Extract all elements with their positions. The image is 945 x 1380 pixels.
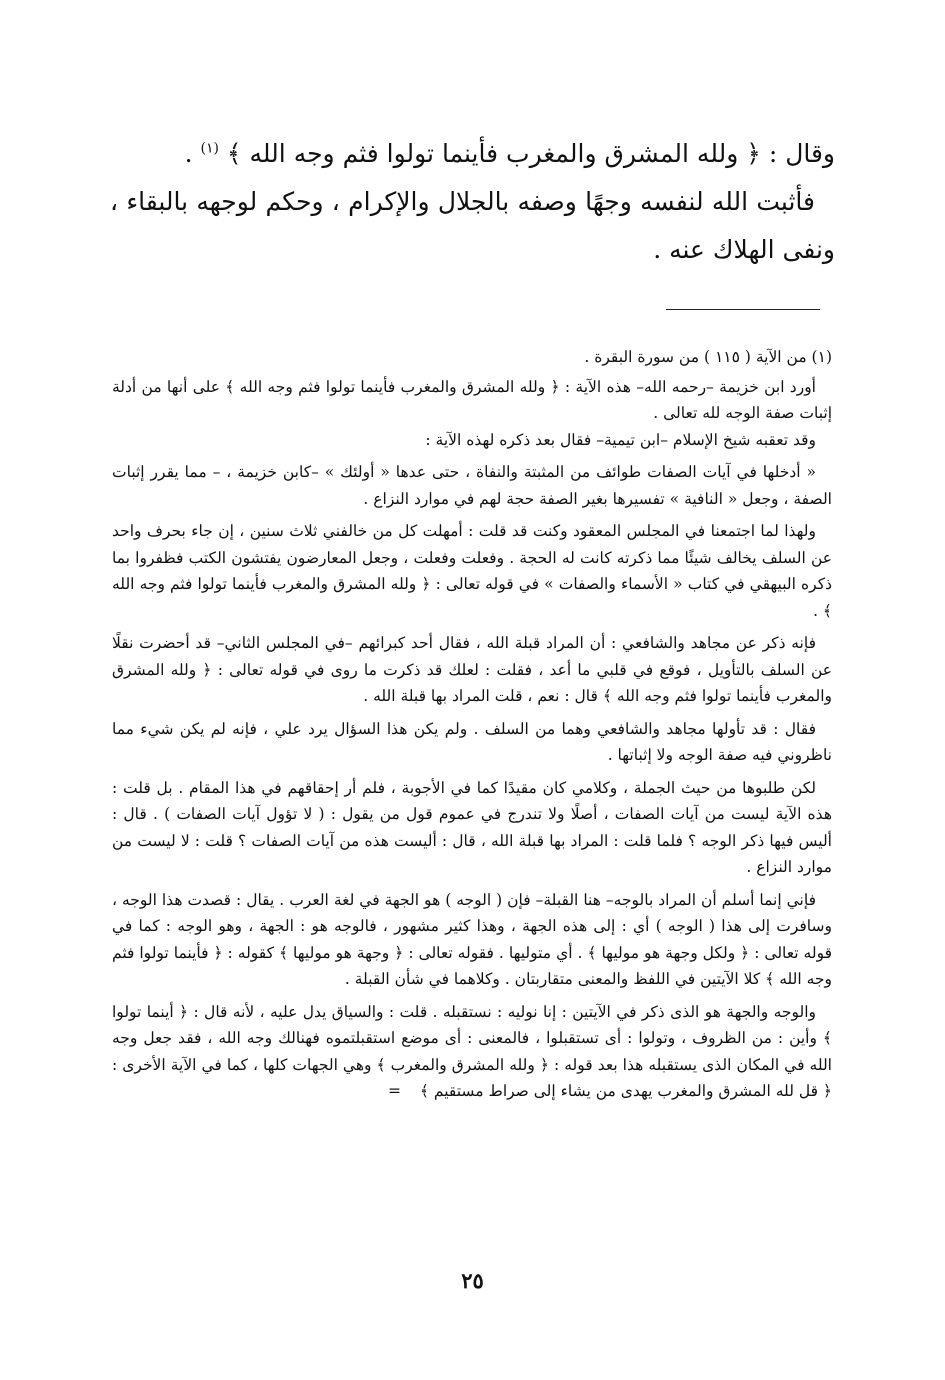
main-quote-end: .: [184, 139, 193, 168]
footnote-paragraph: ولهذا لما اجتمعنا في المجلس المعقود وكنت قد قلت : أمهلت كل من خالفني ثلاث سنين ، إن جاء بحرف واحد عن السلف يخالف شيئًا مما ذكرته كانت له الحجة . وفعلت وفعلت ، وجعل المعارضون يفتشون الكتب فظفروا بما ذكره البيهقي في كتاب « الأسماء والصفات » في قوله تعالى : ﴿ ولله المشرق والمغرب فأينما تولوا فثم وجه الله ﴾ .: [112, 522, 832, 620]
page-number: ٢٥: [461, 1268, 484, 1293]
footnote-paragraph: فقال : قد تأولها مجاهد والشافعي وهما من السلف . ولم يكن هذا السؤال يرد علي ، فإنه لم يكن شيء مما ناظروني فيه صفة الوجه ولا إثباتها .: [112, 719, 832, 764]
main-paragraph: فأثبت الله لنفسه وجهًا وصفه بالجلال والإكرام ، وحكم لوجهه بالبقاء ، ونفى الهلاك عنه .: [110, 187, 835, 264]
footnotes: [112, 344, 832, 1105]
footnote-paragraph: وقد تعقبه شيخ الإسلام –ابن تيمية– فقال بعد ذكره لهذه الآية :: [425, 430, 816, 449]
main-text: [110, 130, 835, 274]
main-quote-text: وقال : ﴿ ولله المشرق والمغرب فأينما تولوا فثم وجه الله ﴾: [226, 139, 835, 168]
footnote-paragraph-last: [112, 999, 832, 1105]
footnote-paragraph-text: والوجه والجهة هو الذى ذكر في الآيتين : إنا نوليه : نستقبله . قلت : والسياق يدل عليه ، لأنه قال : ﴿ أينما تولوا ﴾ وأين : من الظروف ، وتولوا : أى تستقبلوا ، فالمعنى : أى موضع استقبلتموه فهنالك وجه الله ، فقد جعل وجه الله في المكان الذى يستقبله هذا بعد قوله : ﴿ ولله المشرق والمغرب ﴾ وهي الجهات كلها ، كما في الآية الأخرى : ﴿ قل لله المشرق والمغرب يهدى من يشاء إلى صراط مستقيم ﴾: [112, 1002, 832, 1100]
main-quote-line: [110, 130, 835, 178]
footnote-separator: [666, 309, 820, 310]
footnote-paragraph: فإنه ذكر عن مجاهد والشافعي : أن المراد قبلة الله ، فقال أحد كبرائهم –في المجلس الثاني– قد أحضرت نقلًا عن السلف بالتأويل ، فوقع في قلبي ما أعد ، فقلت : لعلك قد ذكرت ما روى في قوله تعالى : ﴿ ولله المشرق والمغرب فأينما تولوا فثم وجه الله ﴾ قال : نعم ، قلت المراد بها قبلة الله .: [112, 634, 832, 705]
footnote-ref: (١): [200, 140, 219, 157]
footnote-paragraph: لكن طلبوها من حيث الجملة ، وكلامي كان مقيدًا كما في الأجوبة ، فلم أر إحقاقهم في هذا المقام . بل قلت : هذه الآية ليست من آيات الصفات ، أصلًا ولا تندرج في عموم قول من يقول : ( لا تؤول آيات الصفات ) . قال : أليس فيها ذكر الوجه ؟ فلما قلت : المراد بها قبلة الله ، قال : أليست هذه من آيات الصفات ؟ قلت : لا ليست من موارد النزاع .: [112, 778, 832, 876]
footnote-paragraph: « أدخلها في آيات الصفات طوائف من المثبتة والنفاة ، حتى عدها « أولئك » –كابن خزيمة ، – مما يقرر إثبات الصفة ، وجعل « النافية » تفسيرها بغير الصفة حجة لهم في موارد النزاع .: [112, 463, 832, 508]
footnote-paragraph: أورد ابن خزيمة –رحمه الله– هذه الآية : ﴿ ولله المشرق والمغرب فأينما تولوا فثم وجه الله ﴾ على أنها من أدلة إثبات صفة الوجه لله تعالى .: [112, 377, 832, 422]
footnote-heading: (١) من الآية ( ١١٥ ) من سورة البقرة .: [584, 348, 832, 366]
continuation-mark: =: [387, 1082, 401, 1100]
footnote-paragraph: فإني إنما أسلم أن المراد بالوجه– هنا القبلة– فإن ( الوجه ) هو الجهة في لغة العرب . يقال : قصدت هذا الوجه ، وسافرت إلى هذا ( الوجه ) أي : إلى هذه الجهة ، وهذا كثير مشهور ، فالوجه هو : الجهة ، وهو الوجه : كما في قوله تعالى : ﴿ ولكل وجهة هو موليها ﴾ . أي متوليها . فقوله تعالى : ﴿ وجهة هو موليها ﴾ كقوله : ﴿ فأينما تولوا فثم وجه الله ﴾ كلا الآيتين في اللفظ والمعنى متقاربتان . وكلاهما في شأن القبلة .: [112, 890, 832, 988]
